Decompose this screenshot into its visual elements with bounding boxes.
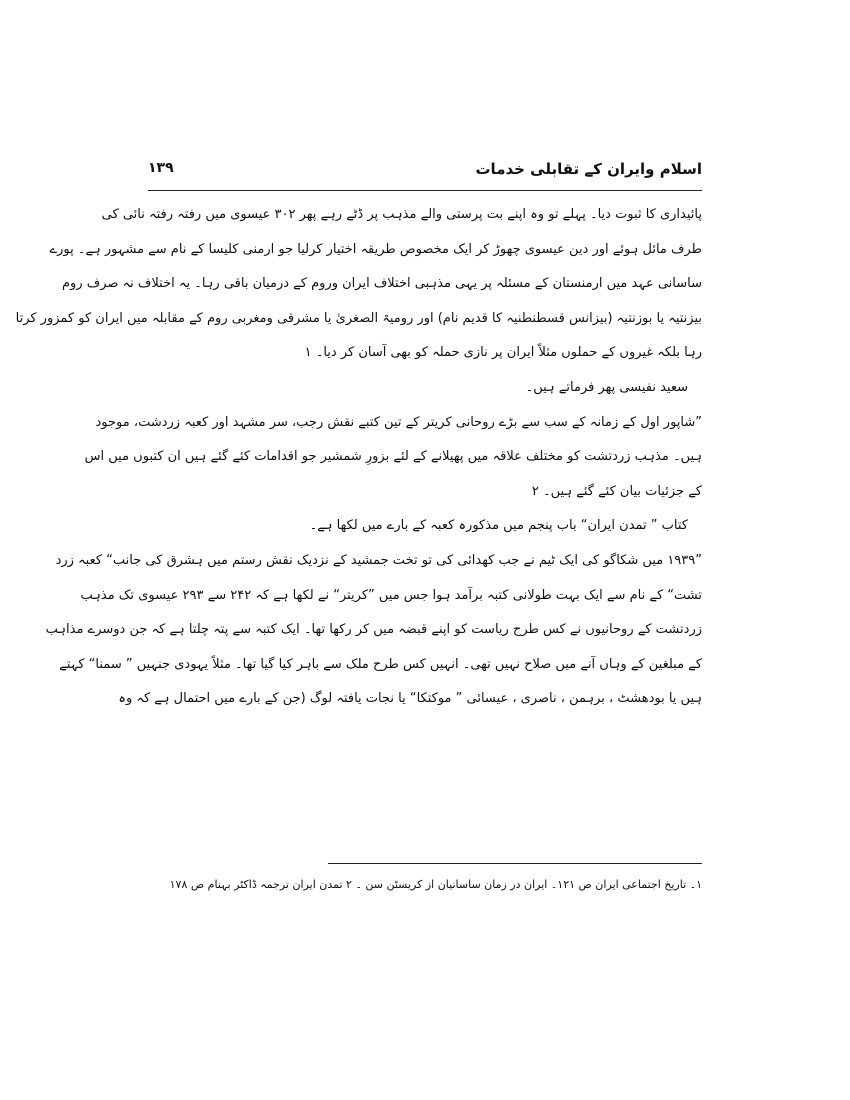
- page-number: ۱۳۹: [148, 160, 174, 176]
- quote-line: ہیں۔ مذہب زردتشت کو مختلف علاقہ میں پھیلانے کے لئے بزورِ شمشیر جو اقدامات کئے گئے ہیں ان کتبوں میں اس: [84, 449, 702, 465]
- header-title: اسلام وایران کے تقابلی خدمات: [475, 160, 702, 178]
- text-line: سعید نفیسی پھر فرماتے ہیں۔: [525, 379, 688, 395]
- running-header: [148, 160, 702, 188]
- text-line: ساسانی عہد میں ارمنستان کے مسئلہ پر یہی مذہبی اختلاف ایران وروم کے درمیان باقی رہا۔ یہ اختلاف نہ صرف روم: [61, 276, 702, 292]
- text-line: بیزنتیہ یا بوزنتیہ (بیزانس قسطنطنیہ کا قدیم نام) اور رومیۃ الصغریٰ یا مشرقی ومغربی روم کے مقابلہ میں ایران کو کمزور کرتا: [15, 310, 702, 326]
- text-line: طرف مائل ہوئے اور دین عیسوی چھوڑ کر ایک مخصوص طریقہ اختیار کرلیا جو ارمنی کلیسا کے نام سے مشہور ہے۔ پورے: [49, 241, 702, 257]
- header-divider: [148, 190, 702, 191]
- quote-line: کے مبلغین کے وہاں آنے میں صلاح نہیں تھی۔ انہیں کس طرح ملک سے باہر کیا گیا تھا۔ مثلاً یہودی جنہیں ” سمنا“ کہتے: [59, 656, 702, 672]
- quote-line: کے جزئیات بیان کئے گئے ہیں۔ ۲: [531, 483, 702, 499]
- text-line: کتاب ” تمدن ایران“ باب پنجم میں مذکورہ کعبہ کے بارے میں لکھا ہے۔: [309, 518, 688, 534]
- footnote-divider: [328, 863, 702, 864]
- quote-line: ”۱۹۳۹ میں شکاگو کی ایک ٹیم نے جب کھدائی کی تو تخت جمشید کے نزدیک نقش رستم میں ہشرق کی جانب“ کعبہ زرد: [55, 552, 702, 568]
- text-line: رہا بلکہ غیروں کے حملوں مثلاً ایران پر نازی حملہ کو بھی آسان کر دیا۔ ۱: [304, 345, 702, 361]
- quote-line: ہیں یا بودھشٹ ، برہمن ، ناصری ، عیسائی ” موکتکا“ یا نجات یافتہ لوگ (جن کے بارے میں احتمال ہے کہ وہ: [118, 691, 702, 707]
- quote-line: ”شاپور اول کے زمانہ کے سب سے بڑے روحانی کریتر کے تین کتبے نقش رجب، سر مشہد اور کعبہ زردشت، موجود: [95, 414, 702, 430]
- text-line: پائیداری کا ثبوت دیا۔ پہلے تو وہ اپنے بت پرستی والے مذہب پر ڈٹے رہے پھر ۳۰۲ عیسوی میں رفتہ رفتہ نائی کی: [101, 207, 702, 222]
- quote-line: تشت“ کے نام سے ایک بہت طولانی کتبہ برآمد ہوا جس میں ”کریتر“ نے لکھا ہے کہ ۲۴۲ سے ۲۹۳ عیسوی تک مذہب: [80, 587, 702, 603]
- footnote: ۱۔ تاریخ اجتماعی ایران ص ۱۲۱۔ ایران در زمان ساسانیان از کریسٹن سن ۔ ۲ تمدن ایران ترجمہ ڈاکٹر بہنام ص ۱۷۸: [169, 878, 702, 891]
- body-text: [15, 198, 702, 717]
- quote-line: زردتشت کے روحانیوں نے کس طرح ریاست کو اپنے قبضہ میں کر رکھا تھا۔ ایک کتبہ سے پتہ چلتا ہے کہ جن دوسرے مذاہب: [45, 622, 702, 638]
